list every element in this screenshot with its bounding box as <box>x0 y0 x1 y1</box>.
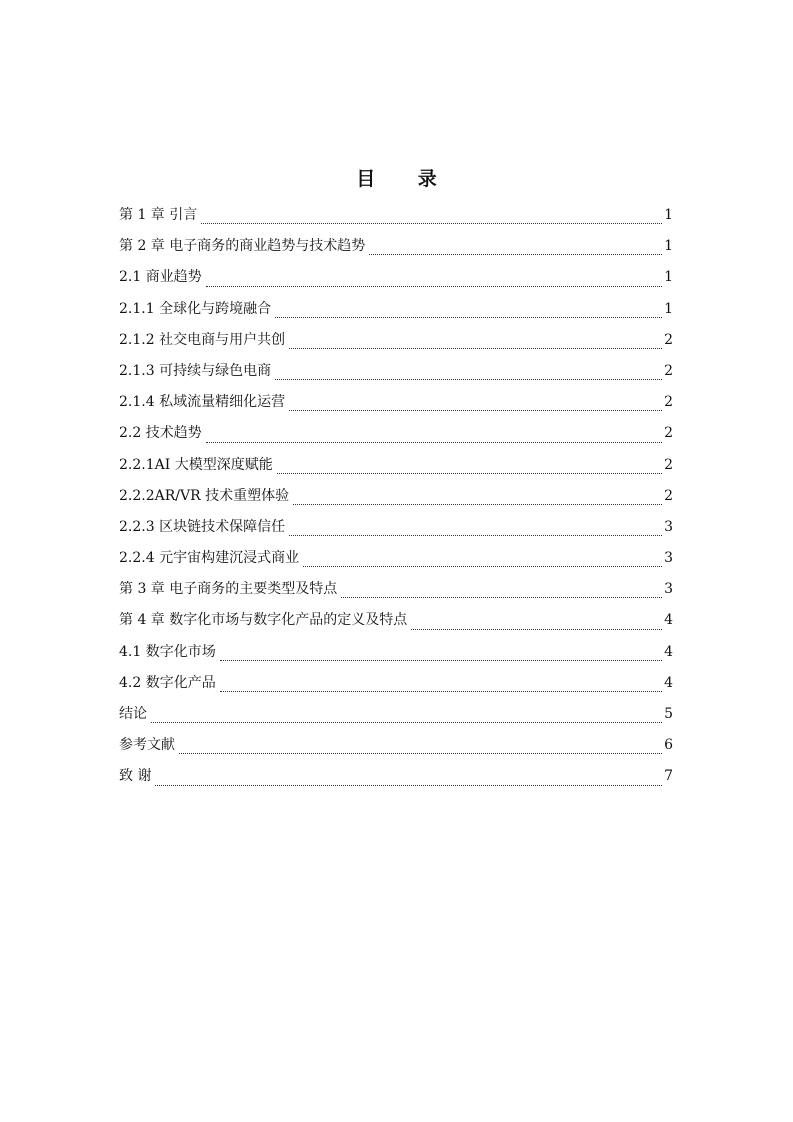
toc-entry[interactable] <box>119 547 673 578</box>
toc-entry[interactable] <box>119 485 673 516</box>
toc-list <box>119 204 673 797</box>
toc-entry[interactable] <box>119 641 673 672</box>
toc-entry-page: 7 <box>664 768 673 785</box>
toc-entry-label: 2.1.4 私域流量精细化运营 <box>119 394 286 411</box>
toc-entry[interactable] <box>119 204 673 235</box>
toc-entry[interactable] <box>119 734 673 765</box>
toc-entry[interactable] <box>119 360 673 391</box>
dot-leader <box>155 785 662 786</box>
toc-entry-label: 2.2.2AR/VR 技术重塑体验 <box>119 487 290 504</box>
toc-entry-label: 2.2.4 元宇宙构建沉浸式商业 <box>119 550 300 567</box>
toc-entry-label: 参考文献 <box>119 737 175 754</box>
toc-entry-page: 2 <box>664 487 673 504</box>
toc-title: 目 录 <box>356 168 455 190</box>
toc-entry[interactable] <box>119 672 673 703</box>
dot-leader <box>289 535 662 536</box>
toc-entry-label: 第 1 章 引言 <box>119 207 198 223</box>
toc-entry[interactable] <box>119 516 673 547</box>
toc-entry-page: 4 <box>664 643 673 660</box>
toc-entry-label: 第 2 章 电子商务的商业趋势与技术趋势 <box>119 238 366 255</box>
dot-leader <box>201 223 662 224</box>
dot-leader <box>275 317 662 318</box>
toc-entry-label: 第 3 章 电子商务的主要类型及特点 <box>119 581 338 598</box>
dot-leader <box>151 722 662 723</box>
toc-entry[interactable] <box>119 578 673 609</box>
dot-leader <box>303 566 662 567</box>
toc-entry[interactable] <box>119 235 673 266</box>
dot-leader <box>220 691 662 692</box>
dot-leader <box>275 379 662 380</box>
toc-entry-label: 2.1.1 全球化与跨境融合 <box>119 300 272 317</box>
toc-entry-page: 2 <box>664 331 673 348</box>
toc-entry-label: 2.1.3 可持续与绿色电商 <box>119 362 272 379</box>
toc-entry[interactable] <box>119 329 673 360</box>
toc-entry-page: 4 <box>664 674 673 691</box>
toc-entry-page: 3 <box>664 581 673 598</box>
dot-leader <box>411 629 662 630</box>
toc-entry-page: 6 <box>664 737 673 754</box>
toc-entry-page: 2 <box>664 456 673 473</box>
dot-leader <box>220 660 662 661</box>
toc-entry[interactable] <box>119 454 673 485</box>
toc-entry-page: 3 <box>664 550 673 567</box>
toc-entry-page: 5 <box>664 706 673 722</box>
toc-entry[interactable] <box>119 422 673 453</box>
toc-entry[interactable] <box>119 765 673 796</box>
toc-entry[interactable] <box>119 391 673 422</box>
toc-entry-page: 1 <box>664 238 673 255</box>
dot-leader <box>206 286 662 287</box>
toc-entry-label: 2.1.2 社交电商与用户共创 <box>119 331 286 348</box>
toc-entry-label: 4.1 数字化市场 <box>119 643 216 660</box>
toc-entry[interactable] <box>119 609 673 640</box>
toc-entry-label: 2.2.3 区块链技术保障信任 <box>119 518 286 535</box>
toc-entry-label: 2.2.1AI 大模型深度赋能 <box>119 456 273 473</box>
dot-leader <box>293 504 662 505</box>
dot-leader <box>277 473 662 474</box>
toc-entry-page: 4 <box>664 612 673 629</box>
toc-entry-page: 2 <box>664 394 673 411</box>
toc-entry-page: 1 <box>664 300 673 317</box>
toc-entry-page: 2 <box>664 425 673 442</box>
toc-entry[interactable] <box>119 703 673 734</box>
toc-entry-label: 结论 <box>119 706 147 722</box>
dot-leader <box>341 597 662 598</box>
toc-entry[interactable] <box>119 298 673 329</box>
toc-entry[interactable] <box>119 266 673 297</box>
dot-leader <box>179 753 662 754</box>
toc-entry-page: 2 <box>664 362 673 379</box>
dot-leader <box>289 348 662 349</box>
toc-entry-page: 1 <box>664 207 673 223</box>
toc-entry-label: 2.2 技术趋势 <box>119 425 202 442</box>
toc-entry-page: 1 <box>664 269 673 286</box>
toc-entry-label: 致 谢 <box>119 768 152 785</box>
toc-entry-label: 4.2 数字化产品 <box>119 674 216 691</box>
dot-leader <box>369 254 662 255</box>
toc-entry-page: 3 <box>664 518 673 535</box>
dot-leader <box>206 442 662 443</box>
dot-leader <box>289 410 662 411</box>
toc-entry-label: 2.1 商业趋势 <box>119 269 202 286</box>
toc-entry-label: 第 4 章 数字化市场与数字化产品的定义及特点 <box>119 612 408 629</box>
